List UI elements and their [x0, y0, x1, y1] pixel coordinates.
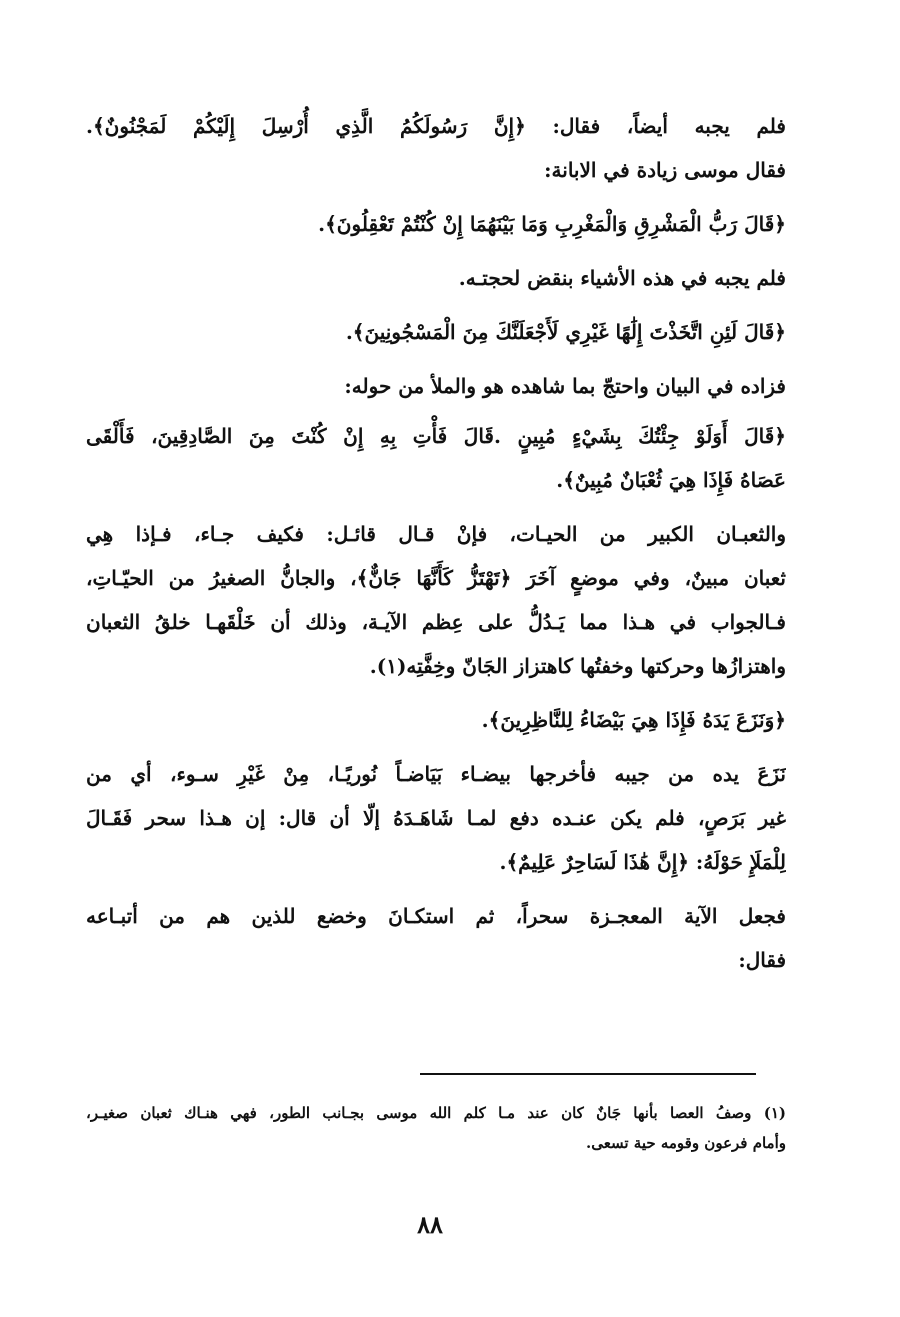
verse-line: ﴿قَالَ رَبُّ الْمَشْرِقِ وَالْمَغْرِبِ وَمَا بَيْنَهُمَا إِنْ كُنْتُمْ تَعْقِلُونَ﴾. — [318, 212, 786, 236]
verse-line: عَصَاهُ فَإِذَا هِيَ ثُعْبَانٌ مُبِينٌ﴾. — [556, 468, 786, 492]
paragraph-line: فلم يجبه في هذه الأشياء بنقض لحجتـه. — [458, 266, 786, 290]
footnote — [86, 1098, 786, 1158]
paragraph-line: واهتزازُها وحركتها وخفتُها كاهتزاز الجَانّ وخِفَّتِه(١). — [369, 654, 786, 678]
verse-line: ﴿قَالَ لَئِنِ اتَّخَذْتَ إِلَٰهًا غَيْرِي لَأَجْعَلَنَّكَ مِنَ الْمَسْجُونِينَ﴾. — [345, 320, 786, 344]
paragraph-line: والثعبـان الكبير من الحيـات، فإنْ قـال قائـل: فكيف جـاء، فـإذا هِي — [86, 522, 786, 546]
paragraph-line: ثعبان مبينٌ، وفي موضعٍ آخَرَ ﴿تَهْتَزُّ كَأَنَّهَا جَانٌّ﴾، والجانُّ الصغيرُ من الحيّـاتِ، — [86, 566, 786, 590]
paragraph-line: نَزَعَ يده من جيبه فأخرجها بيضـاء بَيَاضـاً نُوريًـا، مِنْ غَيْرِ سـوء، أي من — [86, 762, 786, 786]
main-text — [86, 104, 786, 982]
paragraph-line: فلم يجبه أيضاً، فقال: ﴿إِنَّ رَسُولَكُمُ الَّذِي أُرْسِلَ إِلَيْكُمْ لَمَجْنُونٌ﴾. — [86, 114, 786, 138]
verse-line: ﴿وَنَزَعَ يَدَهُ فَإِذَا هِيَ بَيْضَاءُ لِلنَّاظِرِينَ﴾. — [481, 708, 786, 732]
paragraph-line: فـالجواب في هـذا مما يَـدُلُّ على عِظم الآيـة، وذلك أن خَلْقَهـا خلقُ الثعبان — [86, 610, 786, 634]
paragraph-line: لِلْمَلَإِ حَوْلَهُ: ﴿إِنَّ هَٰذَا لَسَاحِرٌ عَلِيمٌ﴾. — [499, 850, 786, 874]
paragraph-line: فزاده في البيان واحتجّ بما شاهده هو والملأ من حوله: — [344, 374, 786, 398]
footnote-divider — [420, 1073, 756, 1075]
paragraph-line: فجعل الآية المعجـزة سحراً، ثم استكـانَ وخضع للذين هم من أتبـاعه — [86, 904, 786, 928]
paragraph-line: فقال موسى زيادة في الابانة: — [544, 158, 786, 182]
verse-line: ﴿قَالَ أَوَلَوْ جِئْتُكَ بِشَيْءٍ مُبِينٍ .قَالَ فَأْتِ بِهِ إِنْ كُنْتَ مِنَ الصَّادِقِينَ، فَأَلْقَى — [86, 424, 786, 448]
paragraph-line: فقال: — [738, 948, 786, 972]
footnote-line: وأمام فرعون وقومه حية تسعى. — [586, 1134, 786, 1152]
footnote-line: (١) وصفُ العصا بأنها جَانٌ كان عند مـا كلم الله موسى بجـانب الطور، فهي هنـاك ثعبان صغيـر، — [86, 1104, 786, 1122]
paragraph-line: غير بَرَصٍ، فلم يكن عنـده دفع لمـا شَاهَـدَهُ إلّا أن قال: إن هـذا سحر فَقَـالَ — [86, 806, 786, 830]
page-number: ٨٨ — [417, 1210, 443, 1239]
